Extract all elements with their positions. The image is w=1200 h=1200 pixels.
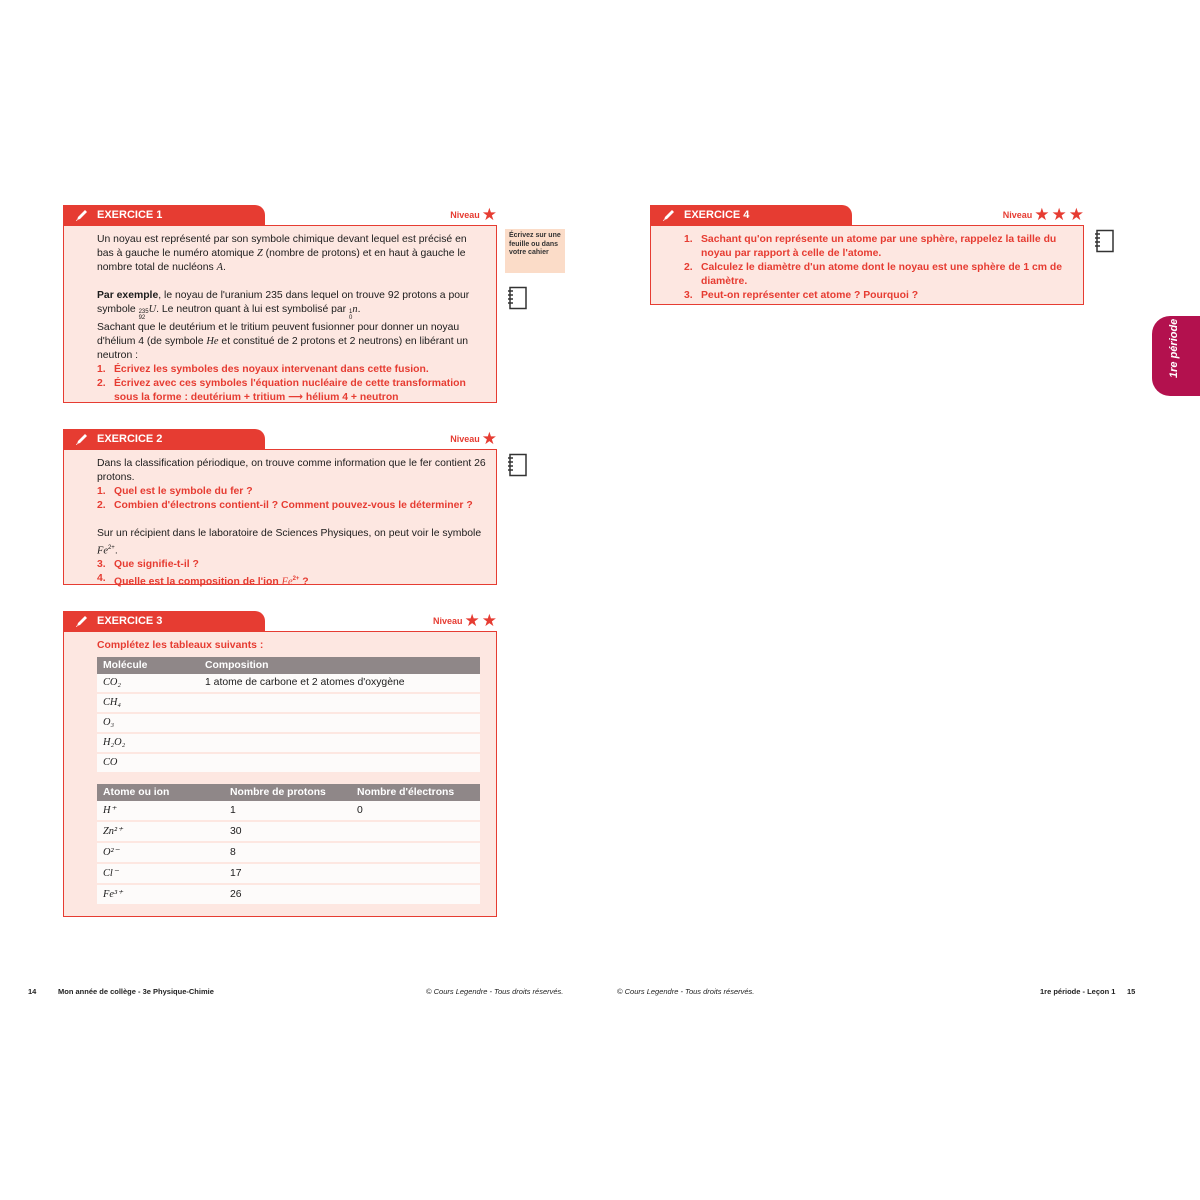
table-cell: Zn²⁺ bbox=[97, 821, 224, 842]
exercise-3-intro: Complétez les tableaux suivants : bbox=[97, 640, 264, 651]
exercise-4-title: EXERCICE 4 bbox=[684, 209, 750, 221]
pencil-icon bbox=[75, 208, 89, 222]
footer-left-title: Mon année de collège - 3e Physique-Chimie bbox=[58, 987, 214, 996]
star-icon: ★ bbox=[464, 611, 480, 630]
table-cell: 0 bbox=[351, 801, 480, 821]
atom-ion-table bbox=[97, 784, 480, 906]
question-number: 4. bbox=[97, 573, 106, 585]
text: . Le neutron quant à lui est symbolisé par bbox=[156, 304, 350, 315]
footer-right-page-number: 15 bbox=[1127, 987, 1136, 996]
exercise-1 bbox=[63, 205, 497, 403]
table-cell: CO bbox=[97, 753, 199, 773]
exercise-4-body bbox=[650, 225, 1084, 305]
exercise-1-paragraph-3 bbox=[97, 321, 486, 363]
exercise-1-paragraph-2 bbox=[97, 289, 486, 321]
column-header: Nombre d'électrons bbox=[351, 784, 480, 801]
question-number: 1. bbox=[97, 486, 106, 497]
exercise-2-header bbox=[63, 429, 265, 449]
question-text: Sachant qu'on représente un atome par une sphère, rappelez la taille du noyau par rapport à celle de l'atome. bbox=[701, 234, 1057, 259]
question-1 bbox=[684, 233, 1073, 261]
period-side-tab bbox=[1152, 316, 1200, 396]
exercise-1-title: EXERCICE 1 bbox=[97, 209, 163, 221]
star-icon: ★ bbox=[481, 429, 497, 448]
text: . bbox=[222, 262, 226, 273]
table-row bbox=[97, 863, 480, 884]
table-cell: 30 bbox=[224, 821, 351, 842]
table-cell bbox=[351, 884, 480, 905]
level-label: Niveau bbox=[432, 616, 463, 626]
helium-symbol: He bbox=[206, 336, 219, 347]
table-cell: 1 atome de carbone et 2 atomes d'oxygène bbox=[199, 674, 480, 693]
table-row bbox=[97, 713, 480, 733]
table-cell bbox=[351, 863, 480, 884]
notebook-icon bbox=[1093, 229, 1115, 253]
table-row bbox=[97, 753, 480, 773]
text: Sachant que le deutérium et le tritium peuvent fusionner pour donner un noyau d'hélium 4 (de symbole bbox=[97, 322, 460, 347]
exercise-3-body bbox=[63, 631, 497, 917]
exercise-3-level bbox=[433, 613, 497, 629]
table-cell bbox=[199, 753, 480, 773]
footer-right-title: 1re période - Leçon 1 bbox=[1040, 987, 1116, 996]
table-cell: O²⁻ bbox=[97, 842, 224, 863]
table-cell bbox=[351, 821, 480, 842]
level-label: Niveau bbox=[450, 210, 480, 220]
table-cell: CH₄ bbox=[97, 693, 199, 713]
exercise-1-paragraph-1 bbox=[97, 233, 486, 275]
exercise-1-header bbox=[63, 205, 265, 225]
exercise-2-paragraph-1: Dans la classification périodique, on trouve comme information que le fer contient 26 protons. bbox=[97, 458, 486, 483]
question-4: 4. Quelle est la composition de l'ion $Fe^{2+}$ ? bbox=[97, 573, 309, 588]
uranium-numbers bbox=[139, 309, 149, 321]
star-icon: ★ bbox=[481, 611, 497, 630]
exercise-3 bbox=[63, 611, 497, 917]
level-label: Niveau bbox=[450, 434, 480, 444]
exercise-4-level bbox=[1003, 207, 1084, 223]
table-header-row bbox=[97, 784, 480, 801]
text: . bbox=[114, 545, 118, 557]
text: . bbox=[357, 304, 361, 315]
question-text: Peut-on représenter cet atome ? Pourquoi ? bbox=[701, 290, 919, 301]
table-cell: 8 bbox=[224, 842, 351, 863]
exercise-2 bbox=[63, 429, 497, 588]
pencil-icon bbox=[75, 614, 89, 628]
question-2 bbox=[97, 377, 486, 405]
table-cell bbox=[199, 733, 480, 753]
exercise-1-level bbox=[450, 207, 497, 223]
footer-right-copyright: © Cours Legendre - Tous droits réservés. bbox=[617, 987, 755, 996]
exercise-4 bbox=[650, 205, 1084, 305]
table-cell: Cl⁻ bbox=[97, 863, 224, 884]
mass-number: 1 bbox=[349, 309, 353, 315]
question-text: Quelle est la composition de l'ion bbox=[114, 576, 282, 588]
table-cell bbox=[351, 842, 480, 863]
text: (nombre de protons) et en haut à gauche le nombre total de nucléons bbox=[97, 248, 466, 273]
uranium-symbol: U bbox=[148, 304, 157, 315]
column-header: Molécule bbox=[97, 657, 199, 674]
question-2 bbox=[97, 499, 486, 513]
question-2 bbox=[684, 261, 1073, 289]
text: et constitué de 2 protons et 2 neutrons) en libérant un neutron : bbox=[97, 336, 469, 361]
table-row bbox=[97, 884, 480, 905]
notebook-icon bbox=[506, 286, 528, 310]
molecule-table bbox=[97, 657, 480, 774]
table-header-row bbox=[97, 657, 480, 674]
question-text: Calculez le diamètre d'un atome dont le noyau est une sphère de 1 cm de diamètre. bbox=[701, 262, 1063, 287]
text: , le noyau de l'uranium 235 dans lequel on trouve 92 protons a pour symbole bbox=[97, 290, 470, 315]
exercise-3-title: EXERCICE 3 bbox=[97, 615, 163, 627]
exercise-4-header bbox=[650, 205, 852, 225]
ion-charge: 2+ bbox=[292, 576, 300, 583]
tip-box: Écrivez sur une feuille ou dans votre cahier bbox=[505, 229, 565, 273]
question-number: 2. bbox=[684, 262, 693, 273]
column-header: Composition bbox=[199, 657, 480, 674]
star-icon: ★ bbox=[1068, 205, 1084, 224]
table-row bbox=[97, 733, 480, 753]
column-header: Atome ou ion bbox=[97, 784, 224, 801]
atomic-number: 0 bbox=[349, 315, 353, 321]
table-cell bbox=[199, 713, 480, 733]
iron-symbol: Fe bbox=[97, 545, 108, 557]
question-1 bbox=[97, 363, 486, 377]
star-icon: ★ bbox=[1034, 205, 1050, 224]
table-cell: CO₂ bbox=[97, 674, 199, 693]
star-icon: ★ bbox=[481, 205, 497, 224]
table-row bbox=[97, 674, 480, 693]
notebook-icon bbox=[506, 453, 528, 477]
table-row bbox=[97, 801, 480, 821]
atomic-number: 92 bbox=[138, 315, 146, 321]
question-3 bbox=[684, 289, 1073, 303]
column-header: Nombre de protons bbox=[224, 784, 351, 801]
pencil-icon bbox=[75, 432, 89, 446]
table-cell bbox=[199, 693, 480, 713]
footer-left-page-number: 14 bbox=[28, 987, 37, 996]
table-cell: 1 bbox=[224, 801, 351, 821]
table-row bbox=[97, 693, 480, 713]
table-cell: H⁺ bbox=[97, 801, 224, 821]
symbol-a: A bbox=[216, 262, 223, 273]
exercise-2-paragraph-2 bbox=[97, 527, 486, 558]
text: Un noyau est représenté par son symbole chimique devant lequel est précisé en bas à gauche le numéro atomique bbox=[97, 234, 467, 259]
iron-symbol: Fe bbox=[281, 576, 293, 588]
pencil-icon bbox=[662, 208, 676, 222]
level-label: Niveau bbox=[1002, 210, 1033, 220]
mass-number: 235 bbox=[138, 309, 149, 315]
question-1 bbox=[97, 485, 486, 499]
question-number: 3. bbox=[97, 559, 106, 571]
table-cell: 26 bbox=[224, 884, 351, 905]
neutron-symbol: n bbox=[352, 304, 358, 315]
question-number: 3. bbox=[684, 290, 693, 301]
question-number: 1. bbox=[684, 234, 693, 245]
question-text: Écrivez avec ces symboles l'équation nucléaire de cette transformation sous la forme : deutérium + tritium ⟶ hélium 4 + neutron bbox=[114, 378, 466, 403]
table-row bbox=[97, 821, 480, 842]
table-cell: Fe³⁺ bbox=[97, 884, 224, 905]
example-label: Par exemple bbox=[97, 290, 159, 301]
exercise-2-body bbox=[63, 449, 497, 588]
table-row bbox=[97, 842, 480, 863]
question-number: 1. bbox=[97, 364, 106, 375]
table-cell: H₂O₂ bbox=[97, 733, 199, 753]
table-cell: O₃ bbox=[97, 713, 199, 733]
star-icon: ★ bbox=[1051, 205, 1067, 224]
symbol-z: Z bbox=[257, 248, 263, 259]
exercise-3-header bbox=[63, 611, 265, 631]
question-text: Quel est le symbole du fer ? bbox=[114, 486, 253, 497]
exercise-1-body bbox=[63, 225, 497, 403]
question-text: Combien d'électrons contient-il ? Comment pouvez-vous le déterminer ? bbox=[114, 500, 473, 511]
exercise-2-level bbox=[450, 431, 497, 447]
question-text: Que signifie-t-il ? bbox=[114, 559, 199, 571]
table-cell: 17 bbox=[224, 863, 351, 884]
text: Sur un récipient dans le laboratoire de Sciences Physiques, on peut voir le symbole bbox=[97, 528, 482, 539]
question-number: 2. bbox=[97, 378, 106, 389]
period-side-tab-label: 1re période bbox=[1168, 318, 1180, 378]
exercise-2-title: EXERCICE 2 bbox=[97, 433, 163, 445]
question-number: 2. bbox=[97, 500, 106, 511]
ion-charge: 2+ bbox=[107, 545, 115, 551]
footer-left-copyright: © Cours Legendre - Tous droits réservés. bbox=[426, 987, 564, 996]
question-3 bbox=[97, 558, 486, 572]
question-text: Écrivez les symboles des noyaux intervenant dans cette fusion. bbox=[114, 364, 429, 375]
